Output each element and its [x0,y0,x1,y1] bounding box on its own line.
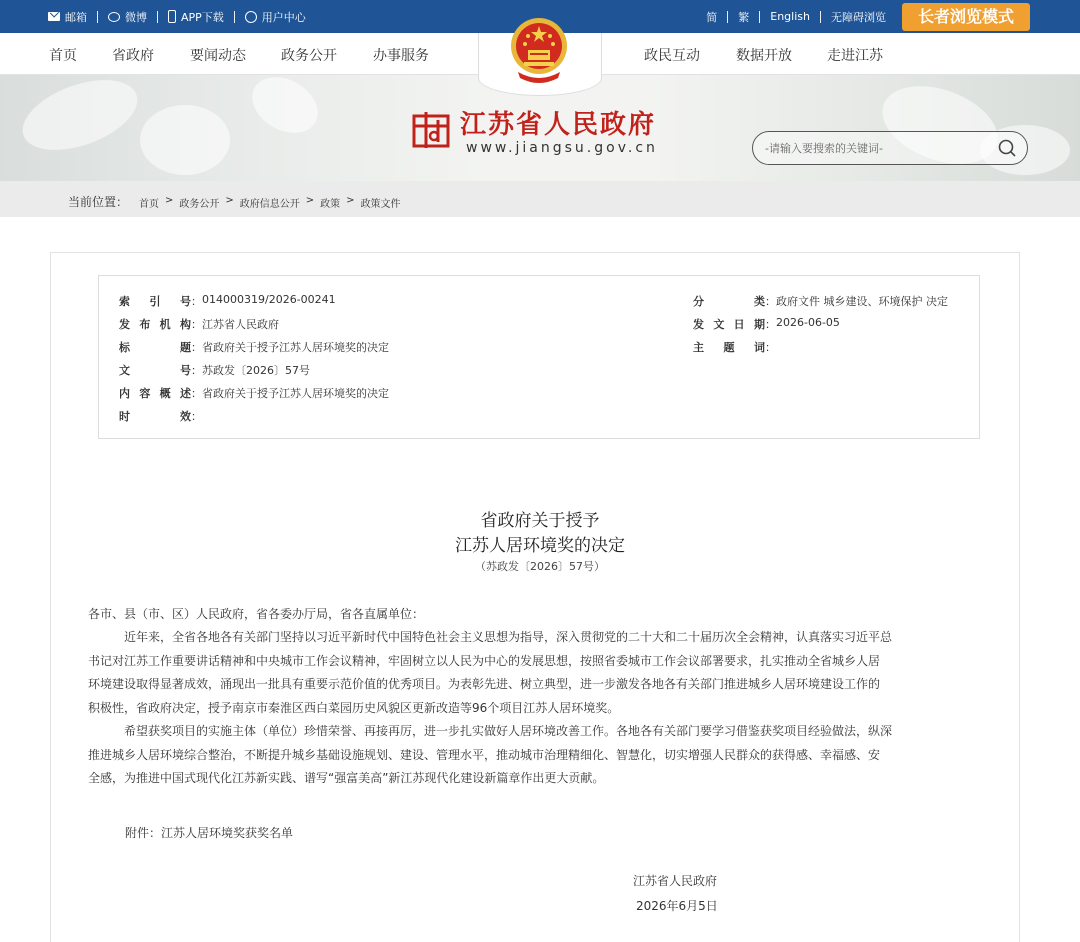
salutation: 各市、县（市、区）人民政府，省各委办厅局，省各直属单位： [88,607,425,621]
meta-row-issue-date: 发 文 日 期 ： 2026-06-05 [693,316,840,331]
decorative-flower [140,105,230,175]
national-emblem-icon [508,12,570,88]
breadcrumb-separator: > [346,195,355,206]
paragraph-line: 推进城乡人居环境综合整治，不断提升城乡基础设施规划、建设、管理水平，推动城市治理精细化、智慧化，切实增强人民群众的获得感、幸福感、安 [88,747,881,762]
jiangsu-logo-icon [412,110,450,150]
meta-row-index: 索 引 号 ： 014000319/2026-00241 [119,293,336,308]
decorative-flower [13,75,146,164]
paragraph-line: 近年来，全省各地各有关部门坚持以习近平新时代中国特色社会主义思想为指导，深入贯彻党的二十大和二十届历次全会精神，认真落实习近平总 [124,630,893,644]
sign-date: 2026年6月5日 [636,899,718,913]
phone-icon [168,10,176,23]
accessibility-link[interactable]: 无障碍浏览 [830,10,886,24]
english-link[interactable]: English [770,10,810,23]
nav-item-province-gov[interactable]: 省政府 [112,48,154,64]
paragraph-line: 积极性，省政府决定，授予南京市秦淮区西白菜园历史风貌区更新改造等96个项目江苏人居环境奖。 [88,700,620,715]
document-title-line2: 江苏人居环境奖的决定 [455,536,625,556]
paragraph-line: 书记对江苏工作重要讲话精神和中央城市工作会议精神，牢固树立以人民为中心的发展思想，按照省委城市工作会议部署要求，扎实推动全省城乡人居 [88,653,881,668]
breadcrumb-item[interactable]: 首页 [139,199,159,210]
traditional-chinese-link[interactable]: 繁 [738,10,750,24]
divider [727,11,728,23]
attachment-link[interactable]: 附件：江苏人居环境奖获奖名单 [125,826,294,840]
breadcrumb-item[interactable]: 政府信息公开 [239,199,300,210]
search-icon[interactable] [997,138,1017,158]
simplified-chinese-link[interactable]: 简 [706,10,718,24]
meta-row-summary: 内 容 概 述 ： 省政府关于授予江苏人居环境奖的决定 [119,387,389,400]
weibo-icon [108,12,120,22]
user-center-link[interactable]: 用户中心 [245,9,306,25]
search-box [752,131,1028,165]
paragraph-2 [88,720,968,791]
divider [759,11,760,23]
nav-item-about-jiangsu[interactable]: 走进江苏 [827,48,883,64]
nav-item-services[interactable]: 办事服务 [373,48,429,64]
document-title-line1: 省政府关于授予 [480,511,600,531]
paragraph-line: 全感，为推进中国式现代化江苏新实践、谱写“强富美高”新江苏现代化建设新篇章作出更大贡献。 [88,771,605,785]
meta-row-validity: 时 效 ： [119,410,202,423]
meta-value: 014000319/2026-00241 [202,293,336,306]
app-download-link[interactable]: APP下载 [168,9,224,25]
user-icon [245,11,257,23]
paragraph-line: 希望获奖项目的实施主体（单位）珍惜荣誉、再接再厉，进一步扎实做好人居环境改善工作。各地各有关部门要学习借鉴获奖项目经验做法，纵深 [124,724,893,738]
meta-value: 政府文件 城乡建设、环境保护 决定 [776,295,948,308]
meta-value: 省政府关于授予江苏人居环境奖的决定 [202,387,389,400]
site-url: www.jiangsu.gov.cn [466,140,658,156]
elder-mode-button[interactable]: 长者浏览模式 [902,3,1030,31]
meta-row-title: 标 题 ： 省政府关于授予江苏人居环境奖的决定 [119,341,389,354]
nav-item-gov-affairs[interactable]: 政务公开 [281,48,337,64]
signer: 江苏省人民政府 [633,874,718,888]
meta-value: 苏政发〔2026〕57号 [202,364,310,377]
nav-item-open-data[interactable]: 数据开放 [736,48,792,64]
breadcrumb-item[interactable]: 政务公开 [179,199,220,210]
meta-row-doc-number: 文 号 ： 苏政发〔2026〕57号 [119,364,310,377]
meta-value: 2026-06-05 [776,316,840,329]
meta-row-keywords: 主 题 词 ： [693,341,776,354]
divider [97,11,98,23]
document-number: （苏政发〔2026〕57号） [475,560,605,573]
breadcrumb-separator: > [225,195,234,206]
meta-value: 省政府关于授予江苏人居环境奖的决定 [202,341,389,354]
top-bar-options [706,0,1030,33]
nav-item-home[interactable]: 首页 [49,48,77,64]
breadcrumb-separator: > [165,195,174,206]
breadcrumb-item[interactable]: 政策文件 [360,199,401,210]
nav-item-interaction[interactable]: 政民互动 [644,48,700,64]
paragraph-1 [88,626,968,720]
breadcrumb-label: 当前位置： [68,195,129,209]
document-metadata [98,275,980,439]
meta-row-publisher: 发 布 机 构 ： 江苏省人民政府 [119,318,279,331]
breadcrumb-separator: > [305,195,315,206]
top-bar-links [48,0,306,33]
divider [234,11,235,23]
decorative-flower [242,75,328,144]
divider [820,11,821,23]
meta-row-category: 分 类 ： 政府文件 城乡建设、环境保护 决定 [693,295,948,308]
paragraph-line: 环境建设取得显著成效，涌现出一批具有重要示范价值的优秀项目。为表彰先进、树立典型，进一步激发各地各有关部门推进城乡人居环境建设工作的 [88,677,881,691]
site-name[interactable]: 江苏省人民政府 [460,110,657,140]
mail-link[interactable]: 邮箱 [48,9,87,25]
breadcrumb-item[interactable]: 政策 [320,199,341,210]
meta-value: 江苏省人民政府 [202,318,279,331]
search-input[interactable] [765,139,985,157]
weibo-link[interactable]: 微博 [108,9,147,25]
nav-item-news[interactable]: 要闻动态 [190,48,246,64]
mail-icon [48,12,60,21]
divider [157,11,158,23]
breadcrumb [0,181,1080,217]
